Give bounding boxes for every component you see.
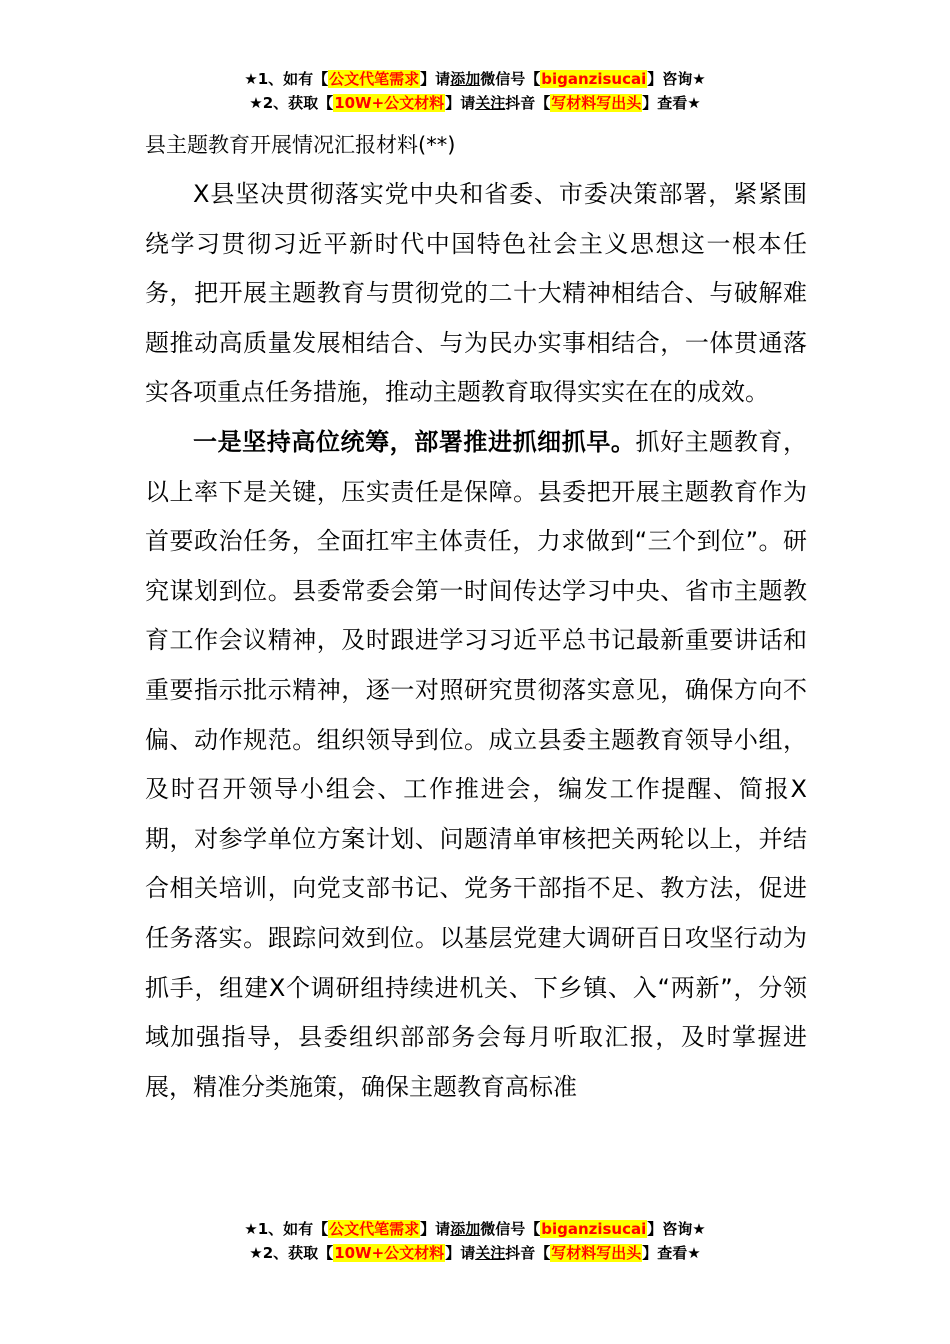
paragraph-section-1 xyxy=(145,418,807,1112)
banner-text: 抖音【 xyxy=(505,94,551,112)
banner-highlight: 写材料写出头 xyxy=(551,1244,642,1262)
banner-line-2 xyxy=(0,1242,950,1266)
section-body: 抓好主题教育，以上率下是关键，压实责任是保障。县委把开展主题教育作为首要政治任务，全面扛牢主体责任，力求做到“三个到位”。研究谋划到位。县委常委会第一时间传达学习中央、省市主题教育工作会议精神，及时跟进学习习近平总书记最新重要讲话和重要指示批示精神，逐一对照研究贯彻落实意见，确保方向不偏、动作规范。组织领导到位。成立县委主题教育领导小组，及时召开领导小组会、工作推进会，编发工作提醒、简报X期，对参学单位方案计划、问题清单审核把关两轮以上，并结合相关培训，向党支部书记、党务干部指不足、教方法，促进任务落实。跟踪问效到位。以基层党建大调研百日攻坚行动为抓手，组建X个调研组持续进机关、下乡镇、入“两新”，分领域加强指导，县委组织部部务会每月听取汇报，及时掌握进展，精准分类施策，确保主题教育高标准 xyxy=(145,427,807,1101)
banner-underlined: 关注 xyxy=(475,1244,506,1262)
banner-underlined: 添加 xyxy=(450,70,481,88)
banner-highlight: 公文代笔需求 xyxy=(329,70,420,88)
banner-line-1 xyxy=(0,1218,950,1242)
document-title: 县主题教育开展情况汇报材料(**) xyxy=(145,133,456,157)
banner-text: 】请 xyxy=(420,70,451,88)
banner-text: ★1、如有【 xyxy=(244,1220,329,1238)
banner-highlight: 公文代笔需求 xyxy=(329,1220,420,1238)
banner-line-1 xyxy=(0,68,950,92)
banner-highlight: 写材料写出头 xyxy=(551,94,642,112)
footer-banner xyxy=(0,1218,950,1266)
banner-text: 】查看★ xyxy=(642,1244,701,1262)
banner-highlight: biganzisucai xyxy=(541,70,647,88)
banner-text: 】咨询★ xyxy=(647,70,706,88)
document-body xyxy=(145,170,807,1112)
header-banner xyxy=(0,68,950,116)
banner-text: 】查看★ xyxy=(642,94,701,112)
paragraph-intro: X县坚决贯彻落实党中央和省委、市委决策部署，紧紧围绕学习贯彻习近平新时代中国特色社会主义思想这一根本任务，把开展主题教育与贯彻党的二十大精神相结合、与破解难题推动高质量发展相结合、与为民办实事相结合，一体贯通落实各项重点任务措施，推动主题教育取得实实在在的成效。 xyxy=(145,180,807,407)
banner-text: 】请 xyxy=(420,1220,451,1238)
banner-line-2 xyxy=(0,92,950,116)
banner-text: 】咨询★ xyxy=(647,1220,706,1238)
banner-underlined: 关注 xyxy=(475,94,506,112)
banner-text: ★2、获取【 xyxy=(249,94,334,112)
section-heading: 一是坚持高位统筹，部署推进抓细抓早。 xyxy=(193,427,636,456)
banner-text: ★1、如有【 xyxy=(244,70,329,88)
banner-text: 】请 xyxy=(445,94,476,112)
banner-text: 微信号【 xyxy=(480,70,541,88)
banner-highlight: 10W+公文材料 xyxy=(334,1244,445,1262)
banner-text: 】请 xyxy=(445,1244,476,1262)
banner-text: ★2、获取【 xyxy=(249,1244,334,1262)
banner-text: 抖音【 xyxy=(505,1244,551,1262)
banner-highlight: biganzisucai xyxy=(541,1220,647,1238)
banner-text: 微信号【 xyxy=(480,1220,541,1238)
banner-highlight: 10W+公文材料 xyxy=(334,94,445,112)
banner-underlined: 添加 xyxy=(450,1220,481,1238)
